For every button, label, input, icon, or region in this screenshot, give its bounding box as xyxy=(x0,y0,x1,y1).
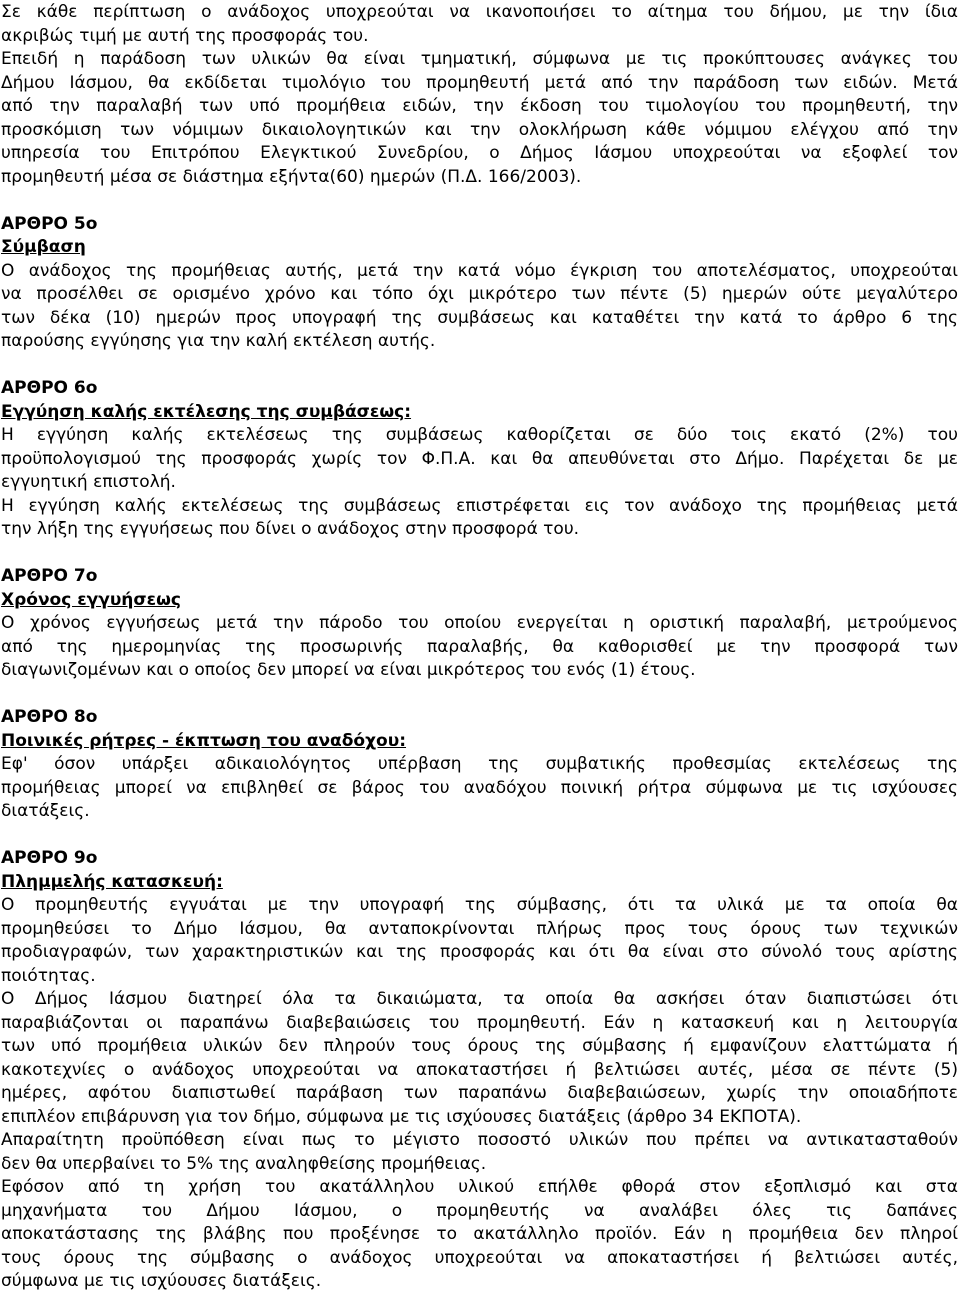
article-number: ΑΡΘΡΟ 7ο xyxy=(1,566,98,586)
paragraph xyxy=(1,48,958,189)
article-5 xyxy=(1,213,958,354)
article-number: ΑΡΘΡΟ 8ο xyxy=(1,707,98,727)
paragraph-line: Σε κάθε περίπτωση ο ανάδοχος υποχρεούται να ικανοποιήσει το αίτημα του δήμου, με την ίδια xyxy=(1,2,958,22)
paragraph-line: Η εγγύηση καλής εκτελέσεως της συμβάσεως επιστρέφεται εις τον ανάδοχο της προμήθειας μετά xyxy=(1,495,958,516)
article-title: Ποινικές ρήτρες - έκπτωση του αναδόχου: xyxy=(1,730,407,751)
paragraph xyxy=(1,1,958,48)
paragraph-line: από την παραλαβή των υπό προμήθεια ειδών, την έκδοση του τιμολογίου του προμηθευτή, την xyxy=(1,96,958,116)
paragraph xyxy=(1,894,958,988)
paragraph xyxy=(1,753,958,824)
paragraph-line: Εφ' όσον υπάρξει αδικαιολόγητος υπέρβαση της συμβατικής προθεσμίας εκτελέσεως της xyxy=(1,754,958,774)
paragraph-line: ακριβώς τιμή με αυτή της προσφοράς του. xyxy=(1,25,369,46)
paragraph-line: από της ημερομηνίας της προσωρινής παραλαβής, θα καθορισθεί με την προσφορά των xyxy=(1,636,958,657)
paragraph xyxy=(1,424,958,495)
paragraph-line: Ο ανάδοχος της προμήθειας αυτής, μετά την κατά νόμο έγκριση του αποτελέσματος, υποχρεούται xyxy=(1,260,958,281)
paragraph-line: των υπό προμήθεια υλικών δεν πληρούν τους όρους της σύμβασης ή εμφανίζουν ελαττώματα ή xyxy=(1,1036,958,1056)
article-8 xyxy=(1,706,958,824)
paragraph xyxy=(1,1129,958,1176)
paragraph-line: Ο Δήμος Ιάσμου διατηρεί όλα τα δικαιώματα, τα οποία θα ασκήσει όταν διαπιστώσει ότι xyxy=(1,989,958,1009)
article-9 xyxy=(1,847,958,1294)
paragraph-line: επιπλέον επιβάρυνση για τον δήμο, σύμφωνα με τις ισχύουσες διατάξεις (άρθρο 34 ΕΚΠΟΤΑ). xyxy=(1,1106,802,1127)
paragraph-line: ποιότητας. xyxy=(1,965,96,986)
paragraph xyxy=(1,1176,958,1294)
paragraph-line: προδιαγραφών, των χαρακτηριστικών και της προσφοράς και ότι θα είναι στο σύνολό τους αρίστης xyxy=(1,942,958,962)
paragraph-line: εγγυητική επιστολή. xyxy=(1,472,176,492)
paragraph xyxy=(1,612,958,683)
article-number: ΑΡΘΡΟ 9ο xyxy=(1,848,98,868)
paragraph-line: Εφόσον από τη χρήση του ακατάλληλου υλικού επήλθε φθορά στον εξοπλισμό και στα xyxy=(1,1177,958,1197)
paragraph-line: Επειδή η παράδοση των υλικών θα είναι τμηματική, σύμφωνα με τις προκύπτουσες ανάγκες του xyxy=(1,49,958,69)
paragraph-line: προσκόμιση των νόμιμων δικαιολογητικών και την ολοκλήρωση κάθε νόμιμου ελέγχου από την xyxy=(1,119,958,140)
article-title: Χρόνος εγγυήσεως xyxy=(1,589,181,610)
paragraph-line: Η εγγύηση καλής εκτελέσεως της συμβάσεως καθορίζεται σε δύο τοις εκατό (2%) του xyxy=(1,425,958,445)
paragraph-line: σύμφωνα με τις ισχύουσες διατάξεις. xyxy=(1,1271,322,1291)
paragraph-line: Ο προμηθευτής εγγυάται με την υπογραφή της σύμβασης, ότι τα υλικά με τα οποία θα xyxy=(1,895,958,915)
paragraph-line: προμηθευτή μέσα σε διάστημα εξήντα(60) ημερών (Π.Δ. 166/2003). xyxy=(1,166,582,187)
paragraph-line: κακοτεχνίες ο ανάδοχος υποχρεούται να αποκαταστήσει ή βελτιώσει αυτές, μέσα σε πέντε (5) xyxy=(1,1059,958,1080)
paragraph-line: διαγωνιζομένων και ο οποίος δεν μπορεί να είναι μικρότερος του ενός (1) έτους. xyxy=(1,660,696,680)
paragraph-line: των δέκα (10) ημερών προς υπογραφή της συμβάσεως και καταθέτει την κατά το άρθρο 6 της xyxy=(1,307,958,328)
paragraph-line: τους όρους της σύμβασης ο ανάδοχος υποχρεούται να αποκαταστήσει ή βελτιώσει αυτές, xyxy=(1,1247,958,1268)
paragraph-line: δεν θα υπερβαίνει το 5% της αναληφθείσης προμήθειας. xyxy=(1,1153,487,1174)
paragraph-line: την λήξη της εγγυήσεως που δίνει ο ανάδοχος στην προσφορά του. xyxy=(1,519,580,539)
paragraph-line: Ο χρόνος εγγυήσεως μετά την πάροδο του οποίου ενεργείται η οριστική παραλαβή, μετρούμενος xyxy=(1,613,958,633)
article-title: Εγγύηση καλής εκτέλεσης της συμβάσεως: xyxy=(1,401,412,422)
paragraph-line: ημέρες, αφότου διαπιστωθεί παράβαση των παραπάνω διαβεβαιώσεων, χωρίς την οποιαδήποτε xyxy=(1,1083,958,1103)
paragraph xyxy=(1,988,958,1129)
intro-section xyxy=(1,1,958,189)
article-number: ΑΡΘΡΟ 5ο xyxy=(1,213,98,234)
paragraph-line: παραβιάζονται οι παραπάνω διαβεβαιώσεις του προμηθευτή. Εάν η κατασκευή και η λειτουργία xyxy=(1,1012,958,1033)
paragraph xyxy=(1,495,958,542)
paragraph-line: μηχανήματα του Δήμου Ιάσμου, ο προμηθευτής να αναλάβει όλες τις δαπάνες xyxy=(1,1200,958,1221)
paragraph-line: να προσέλθει σε ορισμένο χρόνο και τόπο όχι μικρότερο των πέντε (5) ημερών ούτε μεγαλύτερο xyxy=(1,284,958,304)
paragraph-line: προμηθεύσει το Δήμο Ιάσμου, θα ανταποκρίνονται πλήρως προς τους όρους των τεχνικών xyxy=(1,918,958,939)
article-number: ΑΡΘΡΟ 6ο xyxy=(1,378,98,398)
paragraph-line: προμήθειας μπορεί να επιβληθεί σε βάρος του αναδόχου ποινική ρήτρα σύμφωνα με τις ισχύουσες xyxy=(1,777,958,798)
article-title: Πλημμελής κατασκευή: xyxy=(1,871,223,892)
article-6 xyxy=(1,377,958,542)
article-7 xyxy=(1,565,958,683)
paragraph-line: αποκατάστασης της βλάβης που προξένησε το ακατάλληλο προϊόν. Εάν η προμήθεια δεν πληροί xyxy=(1,1224,958,1244)
paragraph-line: υπηρεσία του Επιτρόπου Ελεγκτικού Συνεδρίου, ο Δήμος Ιάσμου υποχρεούται να εξοφλεί τον xyxy=(1,143,958,163)
paragraph-line: παρούσης εγγύησης για την καλή εκτέλεση αυτής. xyxy=(1,331,436,351)
paragraph-line: προϋπολογισμού της προσφοράς χωρίς τον Φ.Π.Α. και θα απευθύνεται στο Δήμο. Παρέχεται δε με xyxy=(1,448,958,469)
paragraph-line: Απαραίτητη προϋπόθεση είναι πως το μέγιστο ποσοστό υλικών που πρέπει να αντικατασταθούν xyxy=(1,1130,958,1150)
article-title: Σύμβαση xyxy=(1,237,86,257)
paragraph-line: Δήμου Ιάσμου, θα εκδίδεται τιμολόγιο του προμηθευτή μετά από την παράδοση των ειδών. Μετά xyxy=(1,72,958,93)
paragraph-line: διατάξεις. xyxy=(1,801,90,821)
paragraph xyxy=(1,260,958,354)
